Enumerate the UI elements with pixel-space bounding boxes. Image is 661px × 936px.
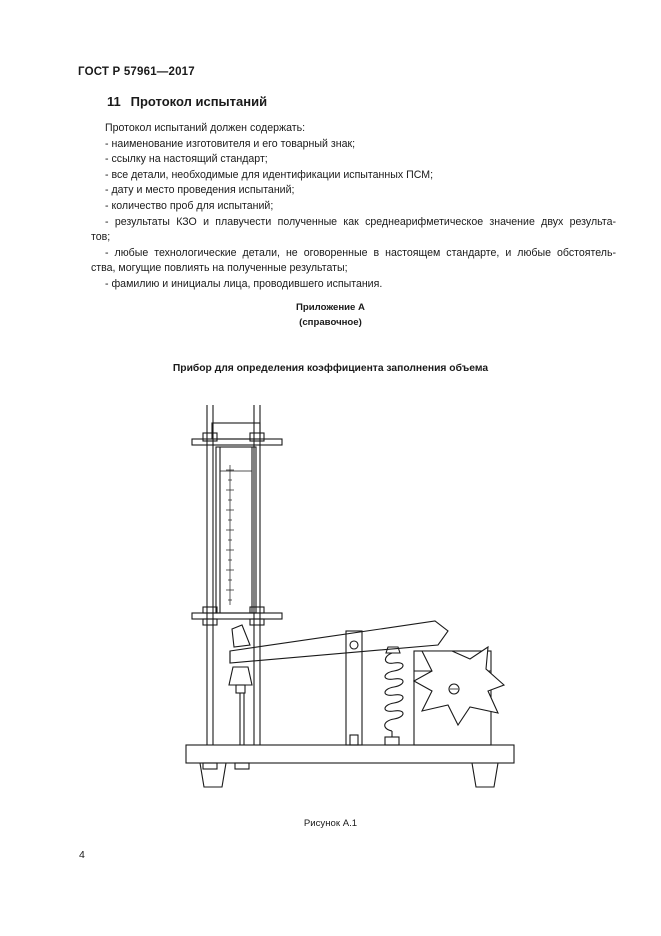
list-item: - фамилию и инициалы лица, проводившего испытания. <box>105 277 383 290</box>
section-title: Протокол испытаний <box>130 94 268 109</box>
list-item-results-line2: тов; <box>91 231 111 244</box>
section-heading <box>107 94 267 109</box>
list-item: - наименование изготовителя и его товарный знак; <box>105 137 356 150</box>
appendix-subtitle: (справочное) <box>299 317 362 328</box>
list-item: - ссылку на настоящий стандарт; <box>105 153 268 166</box>
figure-title: Прибор для определения коэффициента заполнения объема <box>172 363 489 374</box>
section-number: 11 <box>107 94 121 109</box>
document-code: ГОСТ Р 57961—2017 <box>78 66 195 78</box>
page-number: 4 <box>79 849 85 861</box>
apparatus-drawing <box>170 395 520 805</box>
list-item: - все детали, необходимые для идентификации испытанных ПСМ; <box>105 168 434 181</box>
list-item-details-line1: - любые технологические детали, не оговоренные в настоящем стандарте, и любые обстоятель- <box>105 246 616 259</box>
section-intro: Протокол испытаний должен содержать: <box>105 122 306 134</box>
appendix-title: Приложение А <box>296 302 365 313</box>
list-item: - дату и место проведения испытаний; <box>105 184 295 197</box>
list-item-details-line2: ства, могущие повлиять на полученные результаты; <box>91 262 348 275</box>
appendix-heading <box>0 300 661 330</box>
list-item-results-line1: - результаты КЗО и плавучести полученные как среднеарифметическое значение двух результа- <box>105 215 616 228</box>
section-body <box>91 121 616 293</box>
figure-caption: Рисунок А.1 <box>303 818 358 829</box>
list-item: - количество проб для испытаний; <box>105 199 274 212</box>
